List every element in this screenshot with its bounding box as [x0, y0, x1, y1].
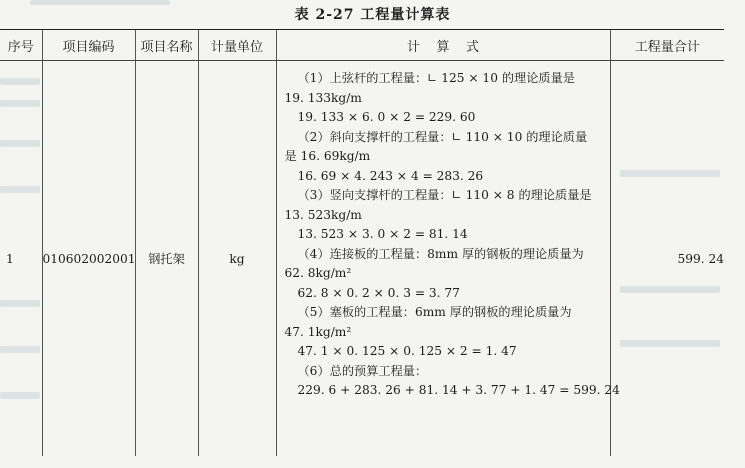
cell-total: 599. 24 [610, 61, 724, 457]
formula-line: 47. 1 × 0. 125 × 0. 125 × 2 = 1. 47 [297, 344, 517, 358]
cell-name: 钢托架 [135, 61, 198, 457]
table-title: 表 2-27 工程量计算表 [294, 7, 451, 23]
header-name: 项目名称 [135, 30, 198, 61]
formula-line: 229. 6 + 283. 26 + 81. 14 + 3. 77 + 1. 47 = 599. 24 [297, 383, 620, 397]
formula-line: 62. 8 × 0. 2 × 0. 3 = 3. 77 [297, 285, 460, 300]
cell-formula [276, 61, 620, 457]
formula-line: （1）上弦杆的工程量：∟ 125 × 10 的理论质量是 [297, 71, 575, 85]
cell-code: 010602002001 [42, 61, 135, 457]
header-index: 序号 [0, 30, 42, 61]
formula-line: 19. 133 × 6. 0 × 2 = 229. 60 [297, 110, 476, 124]
formula-line: 13. 523kg/m [284, 207, 362, 222]
formula-line: 13. 523 × 3. 0 × 2 = 81. 14 [297, 227, 468, 241]
formula-lines [277, 61, 620, 401]
header-row [0, 30, 724, 61]
formula-line: 47. 1kg/m² [284, 324, 352, 339]
formula-line: 是 16. 69kg/m [284, 149, 371, 163]
cell-index: 1 [6, 251, 14, 266]
formula-line: （3）竖向支撑杆的工程量：∟ 110 × 8 的理论质量是 [297, 188, 592, 202]
cell-unit: kg [198, 61, 276, 457]
header-formula: 计 算 式 [276, 30, 610, 61]
header-code: 项目编码 [42, 30, 135, 61]
formula-line: （4）连接板的工程量：8mm 厚的钢板的理论质量为 [297, 246, 584, 261]
formula-line: （6）总的预算工程量： [297, 363, 428, 378]
header-unit: 计量单位 [198, 30, 276, 61]
header-total: 工程量合计 [610, 30, 724, 61]
quantity-calculation-table [0, 29, 724, 456]
formula-line: 19. 133kg/m [284, 90, 362, 105]
table-row [0, 61, 724, 457]
formula-line: （2）斜向支撑杆的工程量：∟ 110 × 10 的理论质量 [297, 129, 588, 144]
formula-line: 16. 69 × 4. 243 × 4 = 283. 26 [297, 168, 484, 183]
formula-line: （5）塞板的工程量：6mm 厚的钢板的理论质量为 [297, 305, 572, 319]
formula-line: 62. 8kg/m² [284, 266, 352, 280]
